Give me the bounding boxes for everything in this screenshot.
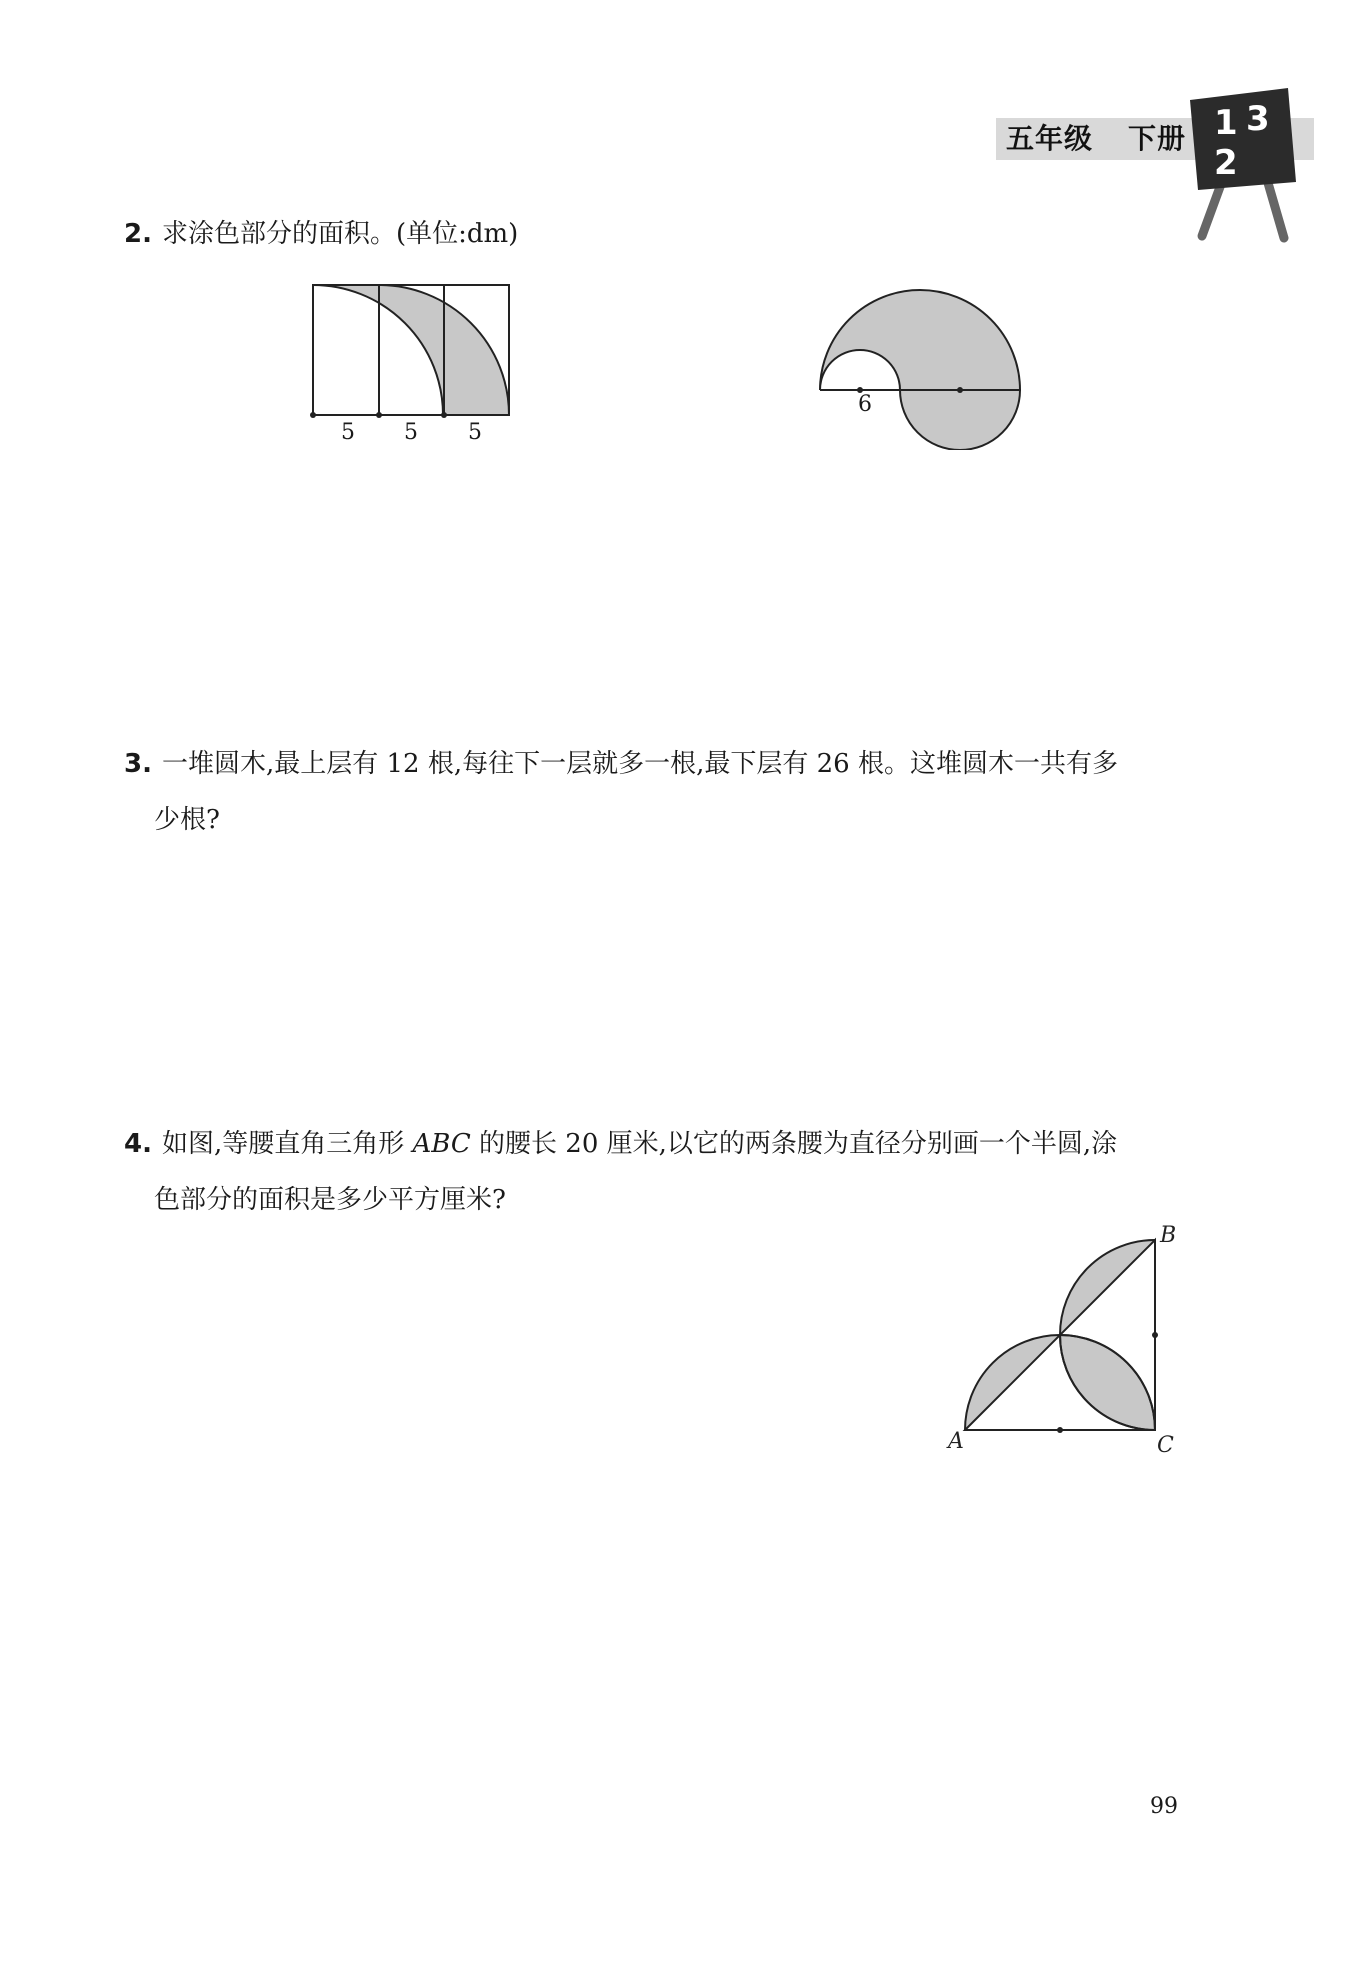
dim-label-6: 6: [858, 392, 872, 417]
question-text: 求涂色部分的面积。(单位:dm): [161, 219, 519, 249]
question-2: [124, 206, 1184, 262]
question-number: 2.: [124, 219, 152, 249]
question-3: [124, 736, 1184, 848]
triangle-name: ABC: [412, 1129, 471, 1159]
figure-triangle-semicircles: [940, 1220, 1180, 1460]
dim-label-1: 5: [341, 420, 355, 445]
figure-rectangle-arcs: [300, 270, 540, 450]
point-b-label: B: [1160, 1223, 1177, 1248]
question-text-a: 如图,等腰直角三角形: [161, 1129, 413, 1159]
question-text-b: 的腰长 20 厘米,以它的两条腰为直径分别画一个半圆,涂: [470, 1129, 1118, 1159]
grade-label: 五年级: [1006, 122, 1094, 155]
volume-label: 下册: [1128, 122, 1187, 155]
question-4: [124, 1116, 1184, 1228]
logo-digit-3: 3: [1246, 99, 1270, 139]
question-number: 3.: [124, 749, 152, 779]
logo-digit-1: 1: [1214, 103, 1238, 143]
point-c-label: C: [1157, 1433, 1174, 1458]
question-text-line2: 色部分的面积是多少平方厘米?: [154, 1185, 506, 1215]
page-number: 99: [1150, 1794, 1178, 1819]
question-text-line1: 一堆圆木,最上层有 12 根,每往下一层就多一根,最下层有 26 根。这堆圆木一共有多: [161, 749, 1118, 779]
question-number: 4.: [124, 1129, 152, 1159]
dim-label-3: 5: [468, 420, 482, 445]
point-a-label: A: [948, 1429, 964, 1454]
figure-semicircles: [808, 280, 1058, 450]
question-text-line2: 少根?: [154, 805, 220, 835]
dim-label-2: 5: [404, 420, 418, 445]
chalkboard-logo-icon: [1184, 86, 1304, 246]
logo-digit-2: 2: [1214, 143, 1238, 183]
